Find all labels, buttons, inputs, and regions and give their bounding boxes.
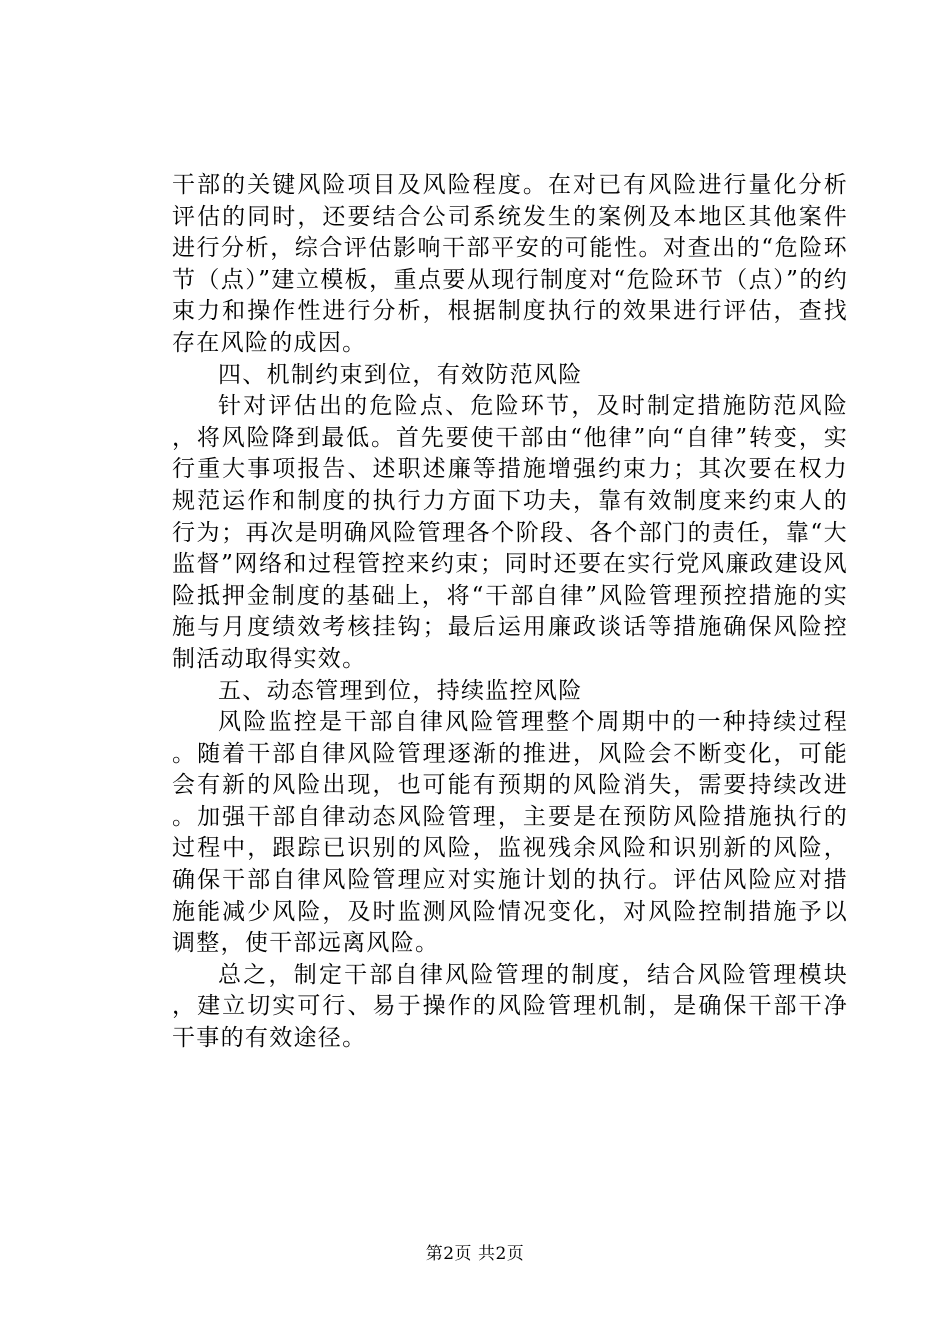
paragraph-conclusion: 总之，制定干部自律风险管理的制度，结合风险管理模块，建立切实可行、易于操作的风险管理机制，是确保干部干净干事的有效途径。 [172, 961, 848, 1052]
paragraph-continued-assessment: 干部的关键风险项目及风险程度。在对已有风险进行量化分析评估的同时，还要结合公司系统发生的案例及本地区其他案件进行分析，综合评估影响干部平安的可能性。对查出的“危险环节（点）”建立模板，重点要从现行制度对“危险环节（点）”的约束力和操作性进行分析，根据制度执行的效果进行评估，查找存在风险的成因。 [172, 172, 848, 356]
document-body [172, 170, 848, 1055]
page-number-footer: 第2页 共2页 [425, 1244, 525, 1264]
heading-section-five: 五、动态管理到位，持续监控风险 [218, 677, 583, 704]
heading-section-four: 四、机制约束到位，有效防范风险 [218, 361, 583, 388]
paragraph-constraint-mechanism: 针对评估出的危险点、危险环节，及时制定措施防范风险，将风险降到最低。首先要使干部由“他律”向“自律”转变，实行重大事项报告、述职述廉等措施增强约束力；其次要在权力规范运作和制度的执行力方面下功夫，靠有效制度来约束人的行为；再次是明确风险管理各个阶段、各个部门的责任，靠“大监督”网络和过程管控来约束；同时还要在实行党风廉政建设风险抵押金制度的基础上，将“干部自律”风险管理预控措施的实施与月度绩效考核挂钩；最后运用廉政谈话等措施确保风险控制活动取得实效。 [172, 393, 848, 672]
paragraph-dynamic-monitoring: 风险监控是干部自律风险管理整个周期中的一种持续过程。随着干部自律风险管理逐渐的推进，风险会不断变化，可能会有新的风险出现，也可能有预期的风险消失，需要持续改进。加强干部自律动态风险管理，主要是在预防风险措施执行的过程中，跟踪已识别的风险，监视残余风险和识别新的风险，确保干部自律风险管理应对实施计划的执行。评估风险应对措施能减少风险，及时监测风险情况变化，对风险控制措施予以调整，使干部远离风险。 [172, 709, 848, 957]
